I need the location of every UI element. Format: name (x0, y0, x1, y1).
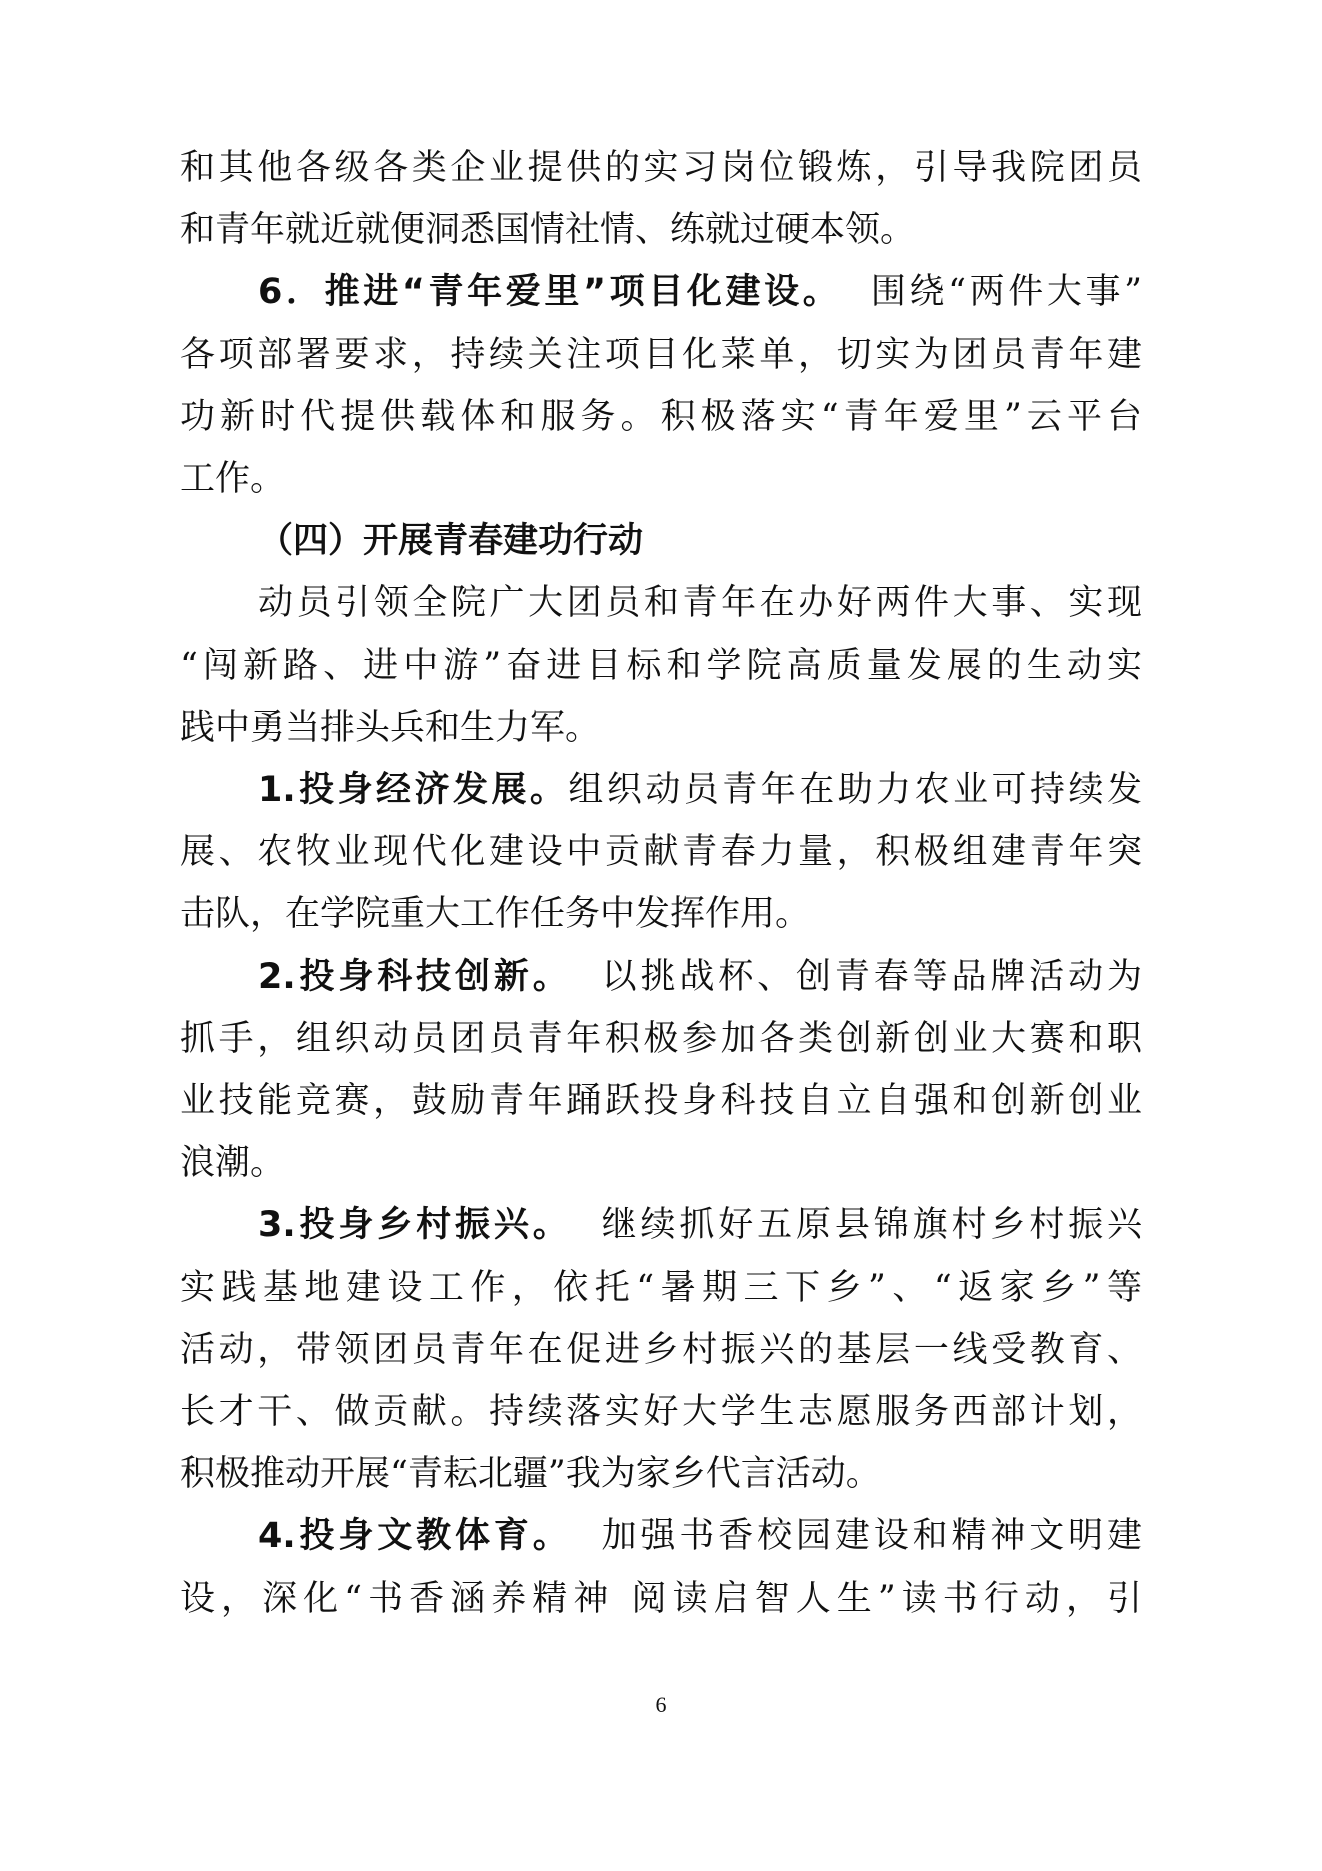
text-line (180, 1381, 1142, 1443)
text-line (180, 1257, 1142, 1319)
line-text: 加强书香校园建设和精神文明建 (571, 1516, 1142, 1557)
text-line (180, 1132, 1142, 1194)
text-line (258, 1194, 1142, 1256)
line-text: 击队，在学院重大工作任务中发挥作用。 (180, 894, 811, 935)
line-text: 长才干、做贡献。持续落实好大学生志愿服务西部计划， (180, 1392, 1142, 1432)
page-number: 6 (655, 1692, 667, 1717)
line-text: 功新时代提供载体和服务。积极落实“青年爱里”云平台 (180, 396, 1142, 437)
item-heading: 4.投身文教体育。 (258, 1516, 572, 1557)
text-line (180, 697, 1142, 759)
line-text: 践中勇当排头兵和生力军。 (180, 707, 601, 748)
text-line (180, 1443, 1142, 1505)
text-line (180, 883, 1142, 945)
line-text: “闯新路、进中游”奋进目标和学院高质量发展的生动实 (180, 645, 1142, 686)
text-line (180, 1070, 1142, 1132)
text-line (180, 137, 1142, 199)
line-text: 实践基地建设工作，依托“暑期三下乡”、“返家乡”等 (180, 1267, 1142, 1308)
text-line (180, 199, 1142, 261)
text-line (180, 635, 1142, 697)
line-text: 展、农牧业现代化建设中贡献青春力量，积极组建青年突 (180, 832, 1142, 873)
section-heading: （四）开展青春建功行动 (258, 521, 644, 562)
item-heading: 3.投身乡村振兴。 (258, 1205, 572, 1246)
line-text: 组织动员青年在助力农业可持续发 (568, 770, 1142, 810)
item-heading: 2.投身科技创新。 (258, 956, 572, 997)
line-text: 继续抓好五原县锦旗村乡村振兴 (571, 1205, 1142, 1246)
line-text: 工作。 (180, 459, 286, 499)
text-line (180, 821, 1142, 883)
line-text: 和其他各级各类企业提供的实习岗位锻炼，引导我院团员 (180, 148, 1142, 188)
line-text: 抓手，组织动员团员青年积极参加各类创新创业大赛和职 (180, 1018, 1142, 1059)
text-line (258, 510, 1142, 572)
text-line (258, 572, 1142, 634)
line-text: 各项部署要求，持续关注项目化菜单，切实为团员青年建 (180, 334, 1142, 375)
line-text: 浪潮。 (180, 1143, 286, 1184)
line-text: 动员引领全院广大团员和青年在办好两件大事、实现 (258, 583, 1142, 624)
text-line (180, 1319, 1142, 1381)
text-line (258, 261, 1142, 323)
line-text: 业技能竞赛，鼓励青年踊跃投身科技自立自强和创新创业 (180, 1081, 1142, 1121)
line-text: 积极推动开展“青耘北疆”我为家乡代言活动。 (180, 1454, 881, 1495)
text-line (180, 1008, 1142, 1070)
text-line (180, 448, 1142, 510)
text-line (180, 1568, 1142, 1630)
text-line (180, 386, 1142, 448)
line-text: 围绕“两件大事” (841, 272, 1142, 313)
text-line (180, 324, 1142, 386)
line-text: 活动，带领团员青年在促进乡村振兴的基层一线受教育、 (180, 1329, 1142, 1370)
text-line (258, 946, 1142, 1008)
item-heading: 6．推进“青年爱里”项目化建设。 (258, 272, 842, 313)
line-text: 设，深化“书香涵养精神 阅读启智人生”读书行动，引 (180, 1578, 1142, 1619)
item-heading: 1.投身经济发展。 (258, 770, 569, 810)
text-line (258, 759, 1142, 821)
line-text: 以挑战杯、创青春等品牌活动为 (571, 956, 1142, 997)
line-text: 和青年就近就便洞悉国情社情、练就过硬本领。 (180, 210, 916, 251)
text-line (258, 1505, 1142, 1567)
